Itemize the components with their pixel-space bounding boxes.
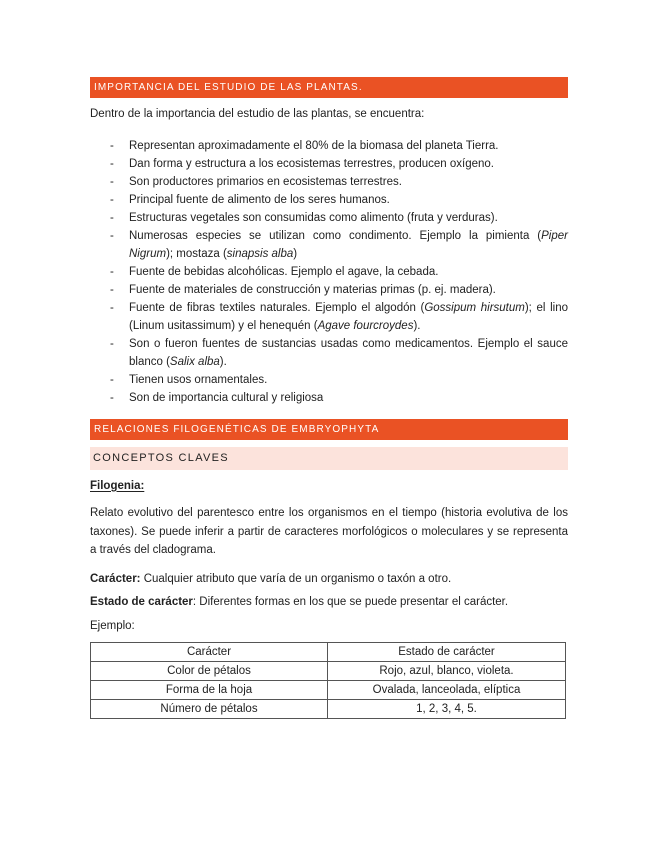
filogenia-definition: Relato evolutivo del parentesco entre los organismos en el tiempo (historia evolutiva de los taxones). Se puede inferir a partir de caracteres morfológicos o moleculares y se representa a través del cladograma. xyxy=(90,507,568,556)
bullet-dash: - xyxy=(110,337,114,350)
section-banner-importancia: IMPORTANCIA DEL ESTUDIO DE LAS PLANTAS. xyxy=(90,77,568,98)
subsection-banner-conceptos: CONCEPTOS CLAVES xyxy=(90,447,568,470)
list-item: - Tienen usos ornamentales. xyxy=(90,371,568,389)
section-banner-relaciones: RELACIONES FILOGENÉTICAS DE EMBRYOPHYTA xyxy=(90,419,568,440)
list-item: - Son o fueron fuentes de sustancias usadas como medicamentos. Ejemplo el sauce blanco (Salix alba). xyxy=(90,335,568,371)
estado-definition: Estado de carácter: Diferentes formas en los que se puede presentar el carácter. xyxy=(90,596,509,608)
species-name: Gossipum hirsutum xyxy=(424,301,525,314)
filogenia-heading: Filogenia: xyxy=(90,479,145,492)
estado-term: Estado de carácter xyxy=(90,596,193,608)
bullet-dash: - xyxy=(110,391,114,404)
caracter-definition: Carácter: Cualquier atributo que varía de un organismo o taxón a otro. xyxy=(90,572,452,585)
species-name: Piper Nigrum xyxy=(129,229,568,260)
bullet-dash: - xyxy=(110,229,114,242)
table-row xyxy=(91,700,566,719)
table-cell: 1, 2, 3, 4, 5. xyxy=(328,700,566,719)
list-item: - Fuente de bebidas alcohólicas. Ejemplo el agave, la cebada. xyxy=(90,263,568,281)
table-cell: Ovalada, lanceolada, elíptica xyxy=(328,681,566,700)
list-item: - Fuente de fibras textiles naturales. Ejemplo el algodón (Gossipum hirsutum); el lino (Linum usitassimum) y el henequén (Agave fourcroydes). xyxy=(90,299,568,335)
table-header: Estado de carácter xyxy=(328,643,566,662)
table-cell: Rojo, azul, blanco, violeta. xyxy=(328,662,566,681)
list-item: - Son de importancia cultural y religiosa xyxy=(90,389,568,407)
bullet-dash: - xyxy=(110,175,114,188)
characters-table xyxy=(90,642,566,719)
list-item: - Representan aproximadamente el 80% de la biomasa del planeta Tierra. xyxy=(90,137,568,155)
list-item: - Dan forma y estructura a los ecosistemas terrestres, producen oxígeno. xyxy=(90,155,568,173)
list-item: - Fuente de materiales de construcción y materias primas (p. ej. madera). xyxy=(90,281,568,299)
table-cell: Color de pétalos xyxy=(91,662,328,681)
page-content xyxy=(90,77,568,719)
species-name: sinapsis alba xyxy=(226,247,294,260)
table-cell: Forma de la hoja xyxy=(91,681,328,700)
species-name: Salix alba xyxy=(169,355,220,368)
table-header: Carácter xyxy=(91,643,328,662)
bullet-dash: - xyxy=(110,157,114,170)
list-item: - Estructuras vegetales son consumidas como alimento (fruta y verduras). xyxy=(90,209,568,227)
bullet-dash: - xyxy=(110,373,114,386)
table-row xyxy=(91,662,566,681)
list-item: - Numerosas especies se utilizan como condimento. Ejemplo la pimienta (Piper Nigrum); mostaza (sinapsis alba) xyxy=(90,227,568,263)
table-row xyxy=(91,681,566,700)
bullet-dash: - xyxy=(110,193,114,206)
table-header-row xyxy=(91,643,566,662)
bullet-dash: - xyxy=(110,283,114,296)
bullet-dash: - xyxy=(110,265,114,278)
list-item: - Principal fuente de alimento de los seres humanos. xyxy=(90,191,568,209)
table-cell: Número de pétalos xyxy=(91,700,328,719)
importance-list xyxy=(90,137,568,407)
caracter-term: Carácter: xyxy=(90,572,141,585)
bullet-dash: - xyxy=(110,139,114,152)
list-item: - Son productores primarios en ecosistemas terrestres. xyxy=(90,173,568,191)
intro-paragraph: Dentro de la importancia del estudio de las plantas, se encuentra: xyxy=(90,108,425,120)
ejemplo-label: Ejemplo: xyxy=(90,619,135,632)
bullet-dash: - xyxy=(110,301,114,314)
species-name: Agave fourcroydes xyxy=(317,319,414,332)
bullet-dash: - xyxy=(110,211,114,224)
